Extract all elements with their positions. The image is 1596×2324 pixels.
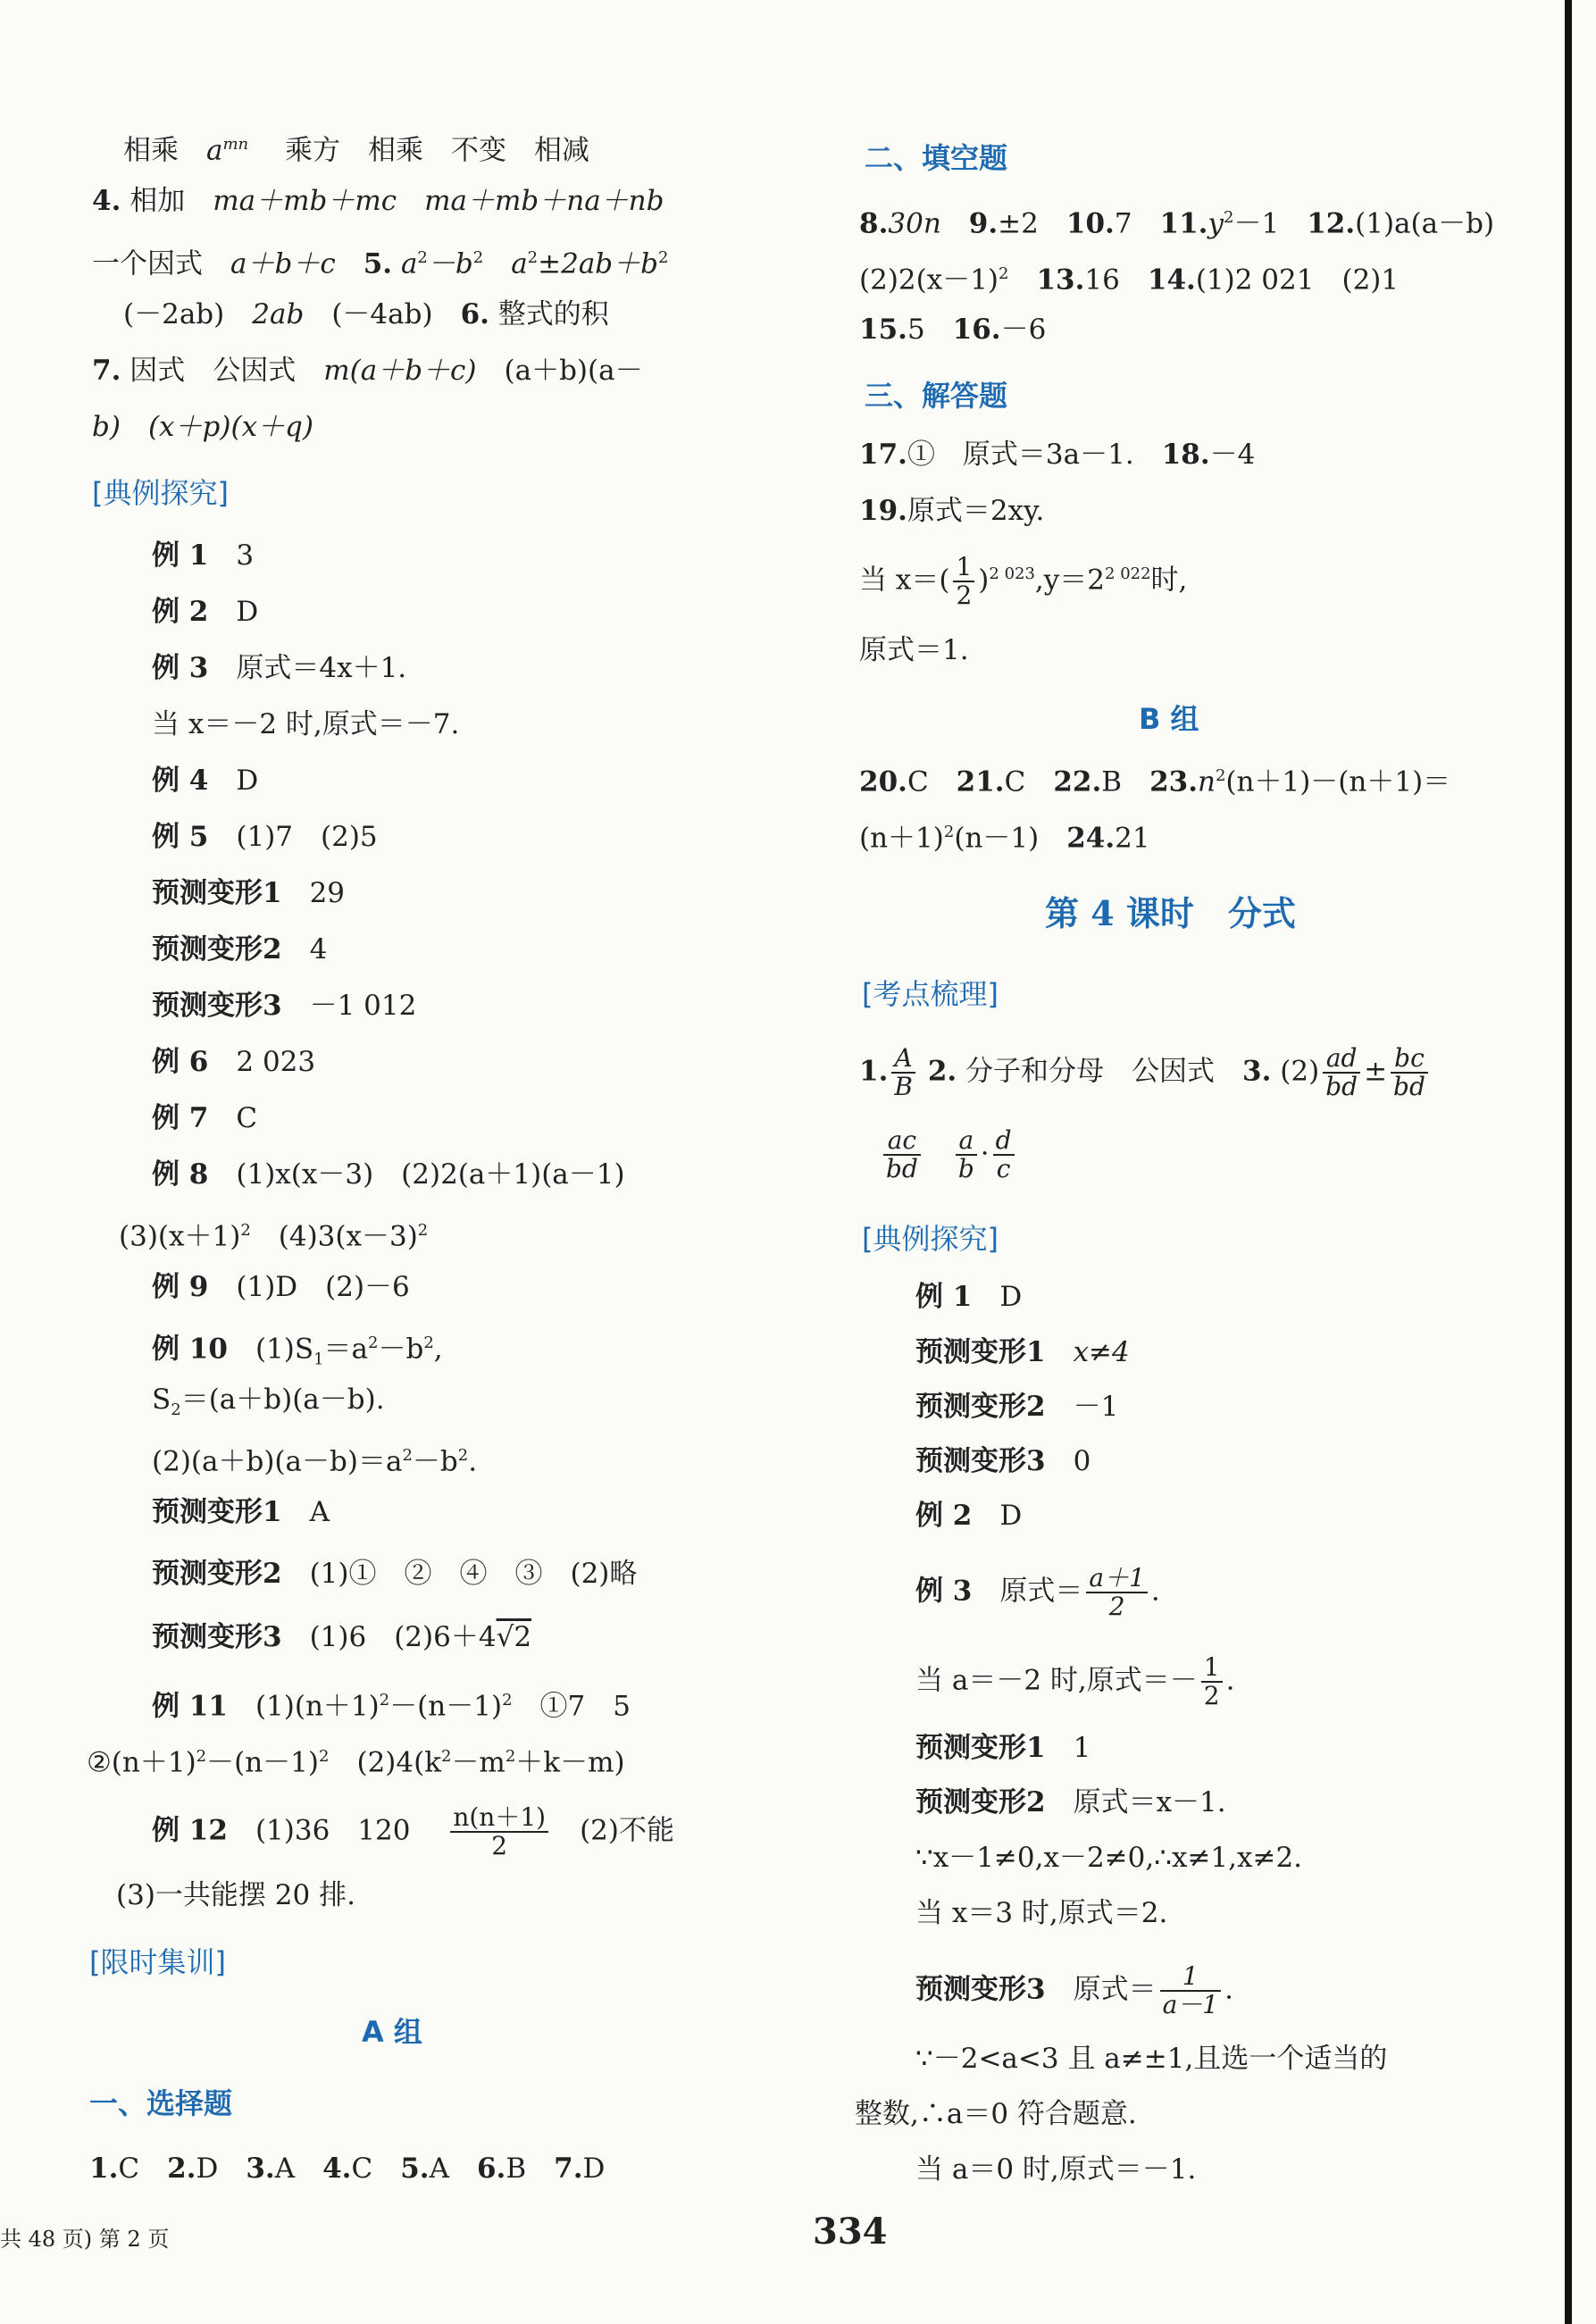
line-e10b: $S_2=(a+b)(a-b)$. — [152, 1384, 385, 1420]
heading-solve: 三、解答题 — [865, 379, 1008, 413]
line-r5: 例 2 D — [915, 1500, 1023, 1532]
line-b-2: $(n+1)^2(n-1)$ 24.21 — [859, 822, 1150, 855]
page-number: 334 — [813, 2211, 888, 2253]
line-e5: 例 5 (1)7 (2)5 — [152, 821, 378, 853]
line-l1: 相乘 $a^{mn}$ 乘方 相乘 不变 相减 — [123, 134, 590, 167]
line-e3b: 当 x＝－2 时,原式＝－7. — [152, 708, 460, 740]
line-r13: ∵－2<a<3 且 a≠±1,且选一个适当的 — [915, 2043, 1388, 2075]
line-fill-2: $(2)2(x-1)^2$ 13.16 14.(1)2 021 (2)1 — [859, 263, 1400, 297]
line-r12: 预测变形3 原式＝ $\frac{1}{a-1}$ . — [915, 1961, 1233, 2019]
line-r10: ∵x－1≠0,x－2≠0,∴x≠1,x≠2. — [915, 1842, 1303, 1874]
fraction-bc-over-bd: $\frac{bc}{bd}$ — [1391, 1045, 1428, 1100]
line-l5: 7. 因式 公因式 m(a＋b＋c) (a＋b)(a－ — [92, 355, 643, 387]
group-a-heading: A 组 — [362, 2015, 422, 2049]
fraction-ad-over-bd: $\frac{ad}{bd}$ — [1323, 1045, 1360, 1100]
line-l6: b) (x＋p)(x＋q) — [92, 411, 313, 443]
line-e11b: $②(n+1)^2-(n-1)^2$ $(2)4(k^2-m^2+k-m)$ — [87, 1746, 625, 1779]
group-b-heading: B 组 — [1139, 702, 1199, 736]
line-choice-answers: 1.C 2.D 3.A 4.C 5.A 6.B 7.D — [89, 2153, 606, 2185]
line-r8: 预测变形1 1 — [915, 1732, 1091, 1764]
section-dianli-right: [典例探究] — [862, 1222, 999, 1256]
line-l4: (－2ab) 2ab (－4ab) 6. 整式的积 — [123, 298, 609, 330]
line-e7: 例 7 C — [152, 1102, 258, 1134]
fraction-one-over-a-minus-1: $\frac{1}{a-1}$ — [1160, 1963, 1222, 2019]
fraction-one-half: $\frac{1}{2}$ — [953, 554, 974, 609]
line-p2: 预测变形2 4 — [152, 933, 328, 966]
line-e1: 例 1 3 — [152, 539, 255, 572]
line-r15: 当 a＝0 时,原式＝－1. — [915, 2153, 1197, 2186]
line-e10c: $(2)(a+b)(a-b)=a^2-b^2$. — [152, 1445, 478, 1478]
fraction-a-over-b: $\frac{A}{B}$ — [891, 1045, 915, 1100]
line-l3: 一个因式 a＋b＋c 5. $a^2-b^2$ $a^2\pm 2ab+b^2$ — [92, 247, 669, 280]
line-solve-1: 17.① 原式＝3a－1. 18.－4 — [859, 439, 1256, 471]
line-r3: 预测变形2 －1 — [915, 1391, 1119, 1423]
line-e12b: (3)一共能摆 20 排. — [116, 1879, 355, 1911]
line-r11: 当 x＝3 时,原式＝2. — [915, 1897, 1168, 1929]
line-q2: 预测变形2 (1)① ② ④ ③ (2)略 — [152, 1558, 638, 1590]
section-kaodian: [考点梳理] — [862, 977, 999, 1011]
line-r6: 例 3 原式＝ $\frac{a+1}{2}$ . — [915, 1563, 1160, 1621]
fraction-n-n-plus-1-over-2: $\frac{n(n+1)}{2}$ — [450, 1804, 548, 1860]
line-r1: 例 1 D — [915, 1281, 1023, 1313]
line-e9: 例 9 (1)D (2)－6 — [152, 1271, 410, 1303]
line-fill-1: 8.30n 9.±2 10.7 $11.y^2-1$ 12.(1)a(a－b) — [859, 207, 1495, 240]
footer-page-info: 共 48 页) 第 2 页 — [0, 2227, 170, 2252]
binding-edge-line — [1565, 0, 1572, 2324]
fraction-d-over-c: $\frac{d}{c}$ — [993, 1127, 1015, 1183]
line-b-1: 20.C 21.C 22.B $23.n^2(n+1)-(n+1)=$ — [859, 765, 1451, 798]
line-solve-4: 原式＝1. — [859, 634, 969, 666]
line-e8b: $(3)(x+1)^2$ $(4)3(x-3)^2$ — [119, 1220, 429, 1253]
line-k1: 1. $\frac{A}{B}$ 2. 分子和分母 公因式 3. (2) $\frac{ad}{bd}$ ± $\frac{bc}{bd}$ — [859, 1045, 1432, 1100]
line-e3: 例 3 原式＝4x＋1. — [152, 652, 407, 684]
line-r14: 整数,∴a＝0 符合题意. — [855, 2098, 1137, 2130]
line-e11: 例 11 $(1)(n+1)^2-(n-1)^2$ ①7 5 — [152, 1690, 631, 1723]
line-q3: 预测变形3 (1)6 (2)6＋4√2 — [152, 1621, 532, 1653]
line-r9: 预测变形2 原式＝x－1. — [915, 1786, 1226, 1818]
line-e4: 例 4 D — [152, 765, 259, 797]
fraction-a-over-b-2: $\frac{a}{b}$ — [956, 1127, 977, 1183]
section-xianshi: [限时集训] — [89, 1945, 226, 1979]
line-e10: 例 10 $(1)S_1=a^2-b^2$, — [152, 1333, 443, 1369]
heading-choice: 一、选择题 — [89, 2086, 233, 2120]
line-r2: 预测变形1 x≠4 — [915, 1336, 1130, 1368]
section-dianli-left: [典例探究] — [92, 476, 229, 510]
line-p1: 预测变形1 29 — [152, 877, 346, 909]
line-r4: 预测变形3 0 — [915, 1445, 1091, 1477]
line-k2: $\frac{ac}{bd}$ $\frac{a}{b}$ · $\frac{d}{c}$ — [880, 1127, 1018, 1183]
fraction-ac-over-bd: $\frac{ac}{bd}$ — [883, 1127, 921, 1183]
lesson-title: 第 4 课时 分式 — [1045, 893, 1296, 933]
line-e2: 例 2 D — [152, 596, 259, 628]
line-l2: 4. 相加 ma＋mb＋mc ma＋mb＋na＋nb — [92, 185, 664, 217]
line-e8: 例 8 (1)x(x－3) (2)2(a＋1)(a－1) — [152, 1158, 625, 1191]
fraction-a-plus-1-over-2: $\frac{a+1}{2}$ — [1086, 1565, 1148, 1620]
line-q1: 预测变形1 A — [152, 1496, 330, 1528]
heading-fill: 二、填空题 — [865, 141, 1008, 175]
line-p3: 预测变形3 －1 012 — [152, 990, 417, 1022]
line-e12: 例 12 (1)36 120 $\frac{n(n+1)}{2}$ (2)不能 — [152, 1802, 674, 1860]
line-r7: 当 a＝－2 时,原式＝－ $\frac{1}{2}$ . — [915, 1652, 1235, 1710]
line-fill-3: 15.5 16.－6 — [859, 313, 1047, 346]
line-e6: 例 6 2 023 — [152, 1046, 316, 1078]
line-solve-3: 当 x＝( $\frac{1}{2}$ )$^{2 023},y=2^{2 022}$时, — [859, 552, 1188, 610]
fraction-one-half-2: $\frac{1}{2}$ — [1201, 1654, 1223, 1710]
line-solve-2: 19.原式＝2xy. — [859, 495, 1045, 527]
